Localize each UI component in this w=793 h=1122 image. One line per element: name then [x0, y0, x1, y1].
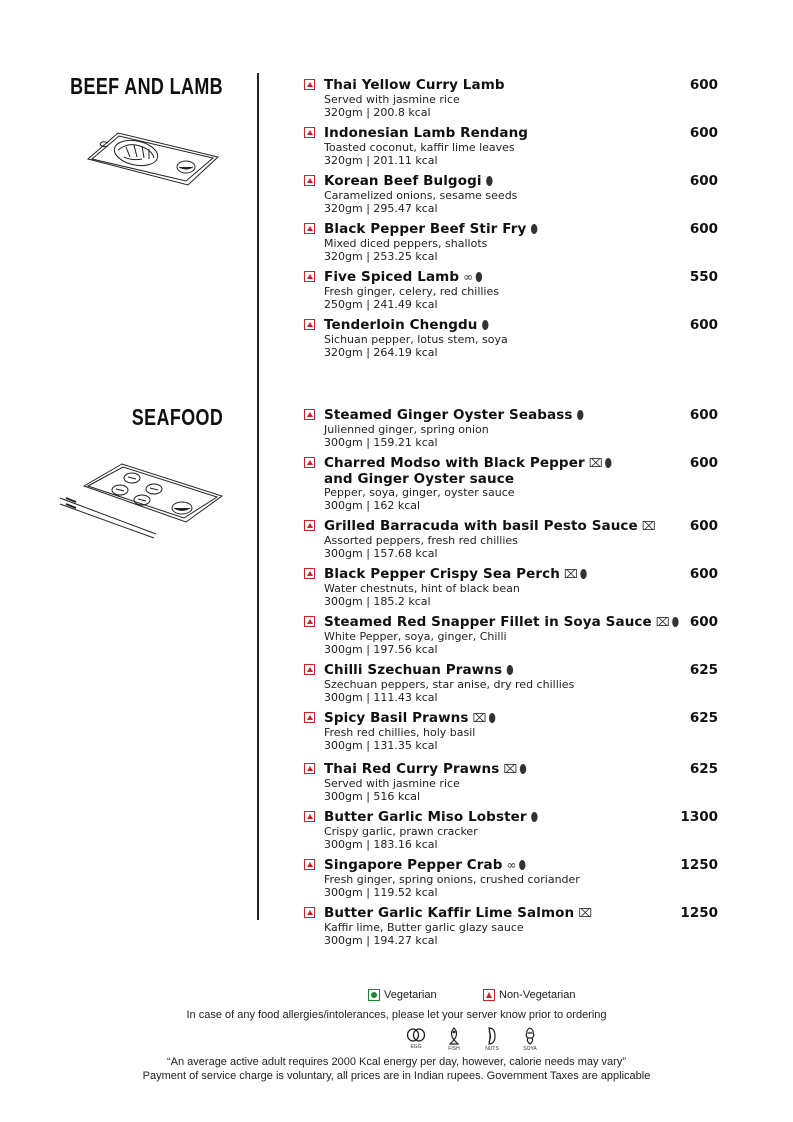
item-price: 1250 — [680, 857, 718, 873]
menu-item — [304, 77, 724, 121]
item-description: Served with jasmine rice — [324, 777, 460, 790]
item-price: 1300 — [680, 809, 718, 825]
item-name: Spicy Basil Prawns ⌧⬮ — [324, 710, 497, 726]
menu-item — [304, 566, 724, 610]
item-price: 600 — [689, 566, 718, 582]
item-portion-calories: 320gm | 253.25 kcal — [324, 250, 438, 263]
section-title-beef-and-lamb: BEEF AND LAMB — [70, 73, 223, 99]
item-portion-calories: 300gm | 159.21 kcal — [324, 436, 438, 449]
item-description: Crispy garlic, prawn cracker — [324, 825, 478, 838]
item-portion-calories: 320gm | 201.11 kcal — [324, 154, 438, 167]
non-veg-icon — [304, 712, 315, 723]
item-description: Julienned ginger, spring onion — [324, 423, 489, 436]
item-description: Kaffir lime, Butter garlic glazy sauce — [324, 921, 524, 934]
non-veg-icon — [304, 271, 315, 282]
item-price: 600 — [689, 518, 718, 534]
legend-non-vegetarian — [483, 989, 575, 1001]
item-description: Pepper, soya, ginger, oyster sauce — [324, 486, 515, 499]
menu-item — [304, 221, 724, 265]
item-price: 600 — [689, 455, 718, 471]
soya-icon: ⬮ — [481, 318, 491, 332]
menu-item — [304, 269, 724, 313]
item-price: 600 — [689, 221, 718, 237]
fish-plate-illustration — [58, 458, 228, 542]
menu-item — [304, 455, 724, 515]
egg-icon: ∞ — [463, 270, 475, 284]
soya-icon: ⬮ — [576, 408, 586, 422]
item-description: Toasted coconut, kaffir lime leaves — [324, 141, 515, 154]
item-description: Sichuan pepper, lotus stem, soya — [324, 333, 508, 346]
item-price: 625 — [689, 662, 718, 678]
non-veg-icon — [483, 989, 495, 1001]
non-veg-icon — [304, 127, 315, 138]
section-divider — [257, 73, 259, 920]
legend-non-vegetarian-label: Non-Vegetarian — [499, 989, 576, 1001]
item-portion-calories: 300gm | 183.16 kcal — [324, 838, 438, 851]
fish-icon: ⌧ — [472, 711, 488, 725]
item-name: Butter Garlic Kaffir Lime Salmon ⌧ — [324, 905, 594, 921]
egg-icon — [406, 1027, 426, 1043]
veg-icon — [368, 989, 380, 1001]
energy-note: “An average active adult requires 2000 Kcal energy per day, however, calorie needs may vary” — [167, 1056, 626, 1068]
item-portion-calories: 300gm | 516 kcal — [324, 790, 421, 803]
item-name: Butter Garlic Miso Lobster ⬮ — [324, 809, 540, 825]
allergen-soya-label: SOYA — [523, 1046, 537, 1052]
item-portion-calories: 300gm | 162 kcal — [324, 499, 421, 512]
item-price: 625 — [689, 761, 718, 777]
menu-item — [304, 710, 724, 754]
item-price: 600 — [689, 407, 718, 423]
item-price: 600 — [689, 173, 718, 189]
allergen-fish — [443, 1027, 465, 1052]
item-name: Black Pepper Crispy Sea Perch ⌧⬮ — [324, 566, 589, 582]
soya-icon: ⬮ — [518, 858, 528, 872]
item-portion-calories: 300gm | 197.56 kcal — [324, 643, 438, 656]
item-name: Steamed Ginger Oyster Seabass ⬮ — [324, 407, 586, 423]
item-name: Tenderloin Chengdu ⬮ — [324, 317, 491, 333]
allergy-note: In case of any food allergies/intolerances, please let your server know prior to ordering — [186, 1009, 607, 1021]
item-name: Thai Yellow Curry Lamb — [324, 77, 505, 93]
menu-item — [304, 857, 724, 901]
soya-icon: ⬮ — [530, 222, 539, 236]
non-veg-icon — [304, 859, 315, 870]
soya-icon — [524, 1027, 536, 1045]
item-description: Served with jasmine rice — [324, 93, 460, 106]
non-veg-icon — [304, 907, 315, 918]
legend-vegetarian — [368, 989, 437, 1001]
item-price: 1250 — [680, 905, 718, 921]
item-name: Thai Red Curry Prawns ⌧⬮ — [324, 761, 528, 777]
item-portion-calories: 320gm | 295.47 kcal — [324, 202, 438, 215]
non-veg-icon — [304, 568, 315, 579]
item-description: Fresh ginger, celery, red chillies — [324, 285, 499, 298]
menu-item — [304, 662, 724, 706]
menu-item — [304, 761, 724, 805]
fish-icon: ⌧ — [655, 615, 671, 629]
menu-item — [304, 125, 724, 169]
item-description: Assorted peppers, fresh red chillies — [324, 534, 518, 547]
non-veg-icon — [304, 520, 315, 531]
item-description: Water chestnuts, hint of black bean — [324, 582, 520, 595]
soya-icon: ⬮ — [488, 711, 497, 725]
item-name: Korean Beef Bulgogi ⬮ — [324, 173, 495, 189]
diet-legend — [0, 989, 793, 1005]
non-veg-icon — [304, 223, 315, 234]
menu-item — [304, 809, 724, 853]
item-price: 600 — [689, 614, 718, 630]
fish-icon: ⌧ — [563, 567, 579, 581]
item-description: Caramelized onions, sesame seeds — [324, 189, 518, 202]
soya-icon: ⬮ — [475, 270, 484, 284]
item-name: Black Pepper Beef Stir Fry ⬮ — [324, 221, 539, 237]
item-price: 600 — [689, 77, 718, 93]
menu-item — [304, 518, 724, 562]
tax-note: Payment of service charge is voluntary, all prices are in Indian rupees. Government Taxes are applicable — [142, 1070, 651, 1082]
item-description: Fresh red chillies, holy basil — [324, 726, 476, 739]
non-veg-icon — [304, 763, 315, 774]
item-description: Mixed diced peppers, shallots — [324, 237, 488, 250]
item-description: White Pepper, soya, ginger, Chilli — [324, 630, 507, 643]
fish-icon: ⌧ — [578, 906, 594, 920]
fish-icon: ⌧ — [641, 519, 657, 533]
item-portion-calories: 250gm | 241.49 kcal — [324, 298, 438, 311]
item-price: 625 — [689, 710, 718, 726]
non-veg-icon — [304, 79, 315, 90]
non-veg-icon — [304, 664, 315, 675]
soya-icon: ⬮ — [485, 174, 495, 188]
item-price: 600 — [689, 125, 718, 141]
item-name: Indonesian Lamb Rendang — [324, 125, 529, 141]
allergen-nuts-label: NUTS — [485, 1046, 499, 1052]
egg-icon: ∞ — [506, 858, 518, 872]
allergen-egg-label: EGG — [410, 1044, 422, 1050]
soya-icon: ⬮ — [519, 762, 528, 776]
non-veg-icon — [304, 175, 315, 186]
item-name: Chilli Szechuan Prawns ⬮ — [324, 662, 515, 678]
item-price: 600 — [689, 317, 718, 333]
menu-item — [304, 173, 724, 217]
item-portion-calories: 300gm | 119.52 kcal — [324, 886, 438, 899]
item-portion-calories: 300gm | 194.27 kcal — [324, 934, 438, 947]
item-portion-calories: 300gm | 131.35 kcal — [324, 739, 438, 752]
item-name-line-2: and Ginger Oyster sauce — [324, 471, 515, 487]
soya-icon: ⬮ — [530, 810, 540, 824]
item-portion-calories: 300gm | 157.68 kcal — [324, 547, 438, 560]
menu-item — [304, 614, 724, 658]
allergen-soya — [519, 1027, 541, 1052]
soya-icon: ⬮ — [671, 615, 681, 629]
item-price: 550 — [689, 269, 718, 285]
item-portion-calories: 320gm | 200.8 kcal — [324, 106, 431, 119]
allergen-nuts — [481, 1027, 503, 1052]
allergen-fish-label: FISH — [448, 1046, 460, 1052]
menu-item — [304, 905, 724, 949]
non-veg-icon — [304, 616, 315, 627]
item-portion-calories: 300gm | 185.2 kcal — [324, 595, 431, 608]
item-name: Five Spiced Lamb ∞⬮ — [324, 269, 484, 285]
soya-icon: ⬮ — [579, 567, 589, 581]
allergen-key — [405, 1027, 541, 1052]
allergen-egg — [405, 1027, 427, 1052]
non-veg-icon — [304, 319, 315, 330]
item-portion-calories: 320gm | 264.19 kcal — [324, 346, 438, 359]
item-name: Singapore Pepper Crab ∞⬮ — [324, 857, 528, 873]
item-name: Charred Modso with Black Pepper ⌧⬮ — [324, 455, 614, 471]
nuts-icon — [485, 1027, 499, 1045]
soya-icon: ⬮ — [604, 456, 614, 470]
menu-item — [304, 317, 724, 361]
fish-icon: ⌧ — [503, 762, 519, 776]
lamb-plate-illustration — [78, 123, 226, 189]
item-description: Fresh ginger, spring onions, crushed coriander — [324, 873, 580, 886]
fish-icon: ⌧ — [588, 456, 604, 470]
legend-vegetarian-label: Vegetarian — [384, 989, 437, 1001]
non-veg-icon — [304, 811, 315, 822]
item-description: Szechuan peppers, star anise, dry red chillies — [324, 678, 575, 691]
non-veg-icon — [304, 457, 315, 468]
item-name: Steamed Red Snapper Fillet in Soya Sauce ⌧⬮ — [324, 614, 681, 630]
item-portion-calories: 300gm | 111.43 kcal — [324, 691, 438, 704]
soya-icon: ⬮ — [506, 663, 515, 677]
item-name: Grilled Barracuda with basil Pesto Sauce ⌧ — [324, 518, 657, 534]
section-title-seafood: SEAFOOD — [131, 404, 223, 430]
non-veg-icon — [304, 409, 315, 420]
fish-icon — [447, 1027, 461, 1045]
menu-item — [304, 407, 724, 451]
